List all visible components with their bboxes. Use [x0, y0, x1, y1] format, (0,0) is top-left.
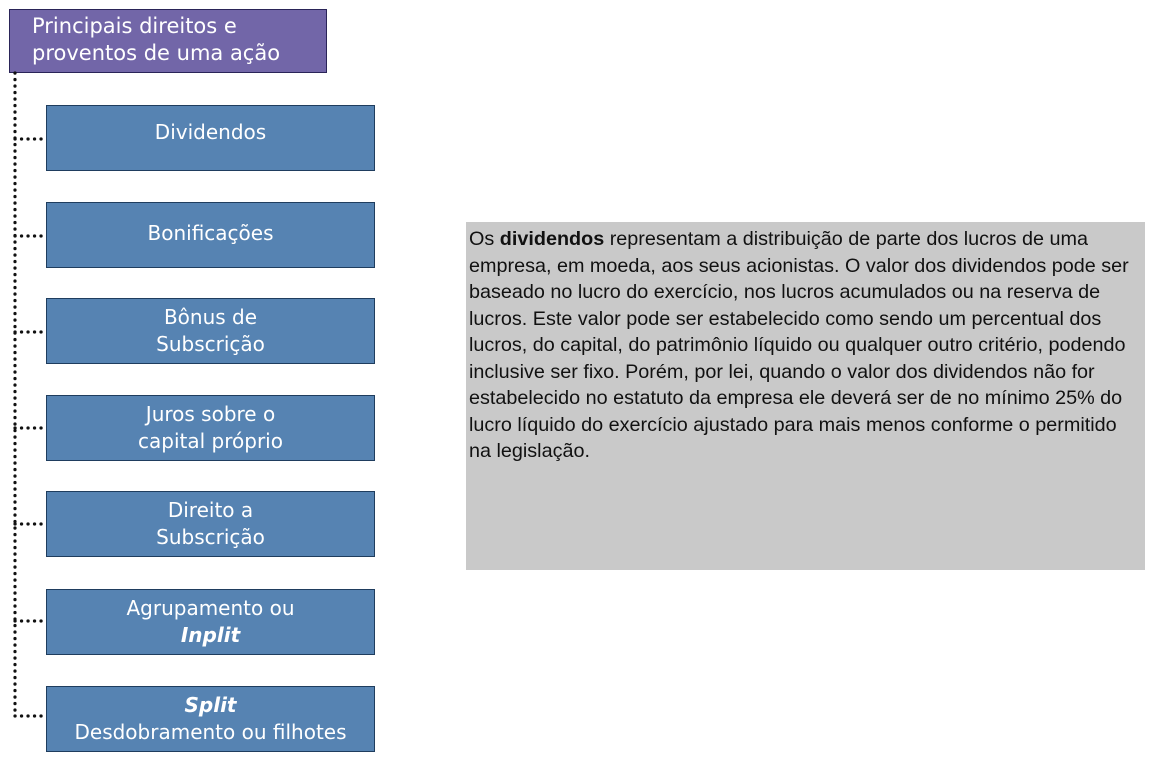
node-label-line2: capital próprio: [138, 429, 283, 453]
node-label-line1: Bônus de: [163, 305, 258, 329]
root-node-line2: proventos de uma ação: [32, 41, 281, 65]
root-node-line1: Principais direitos e: [32, 14, 237, 38]
node-label-line1: Juros sobre o: [145, 402, 276, 426]
description-panel: [466, 222, 1145, 570]
node-bonus-de-subscricao[interactable]: [46, 298, 375, 364]
description-text: representam a distribuição de parte dos lucros de uma empresa, em moeda, aos seus acionistas. O valor dos dividendos pode ser baseado no lucro do exercício, nos lucros acumulados ou na reserva de lucros. Este valor pode ser estabelecido como sendo um percentual dos lucros, do capital, do patrimônio líquido ou qualquer outro critério, podendo inclusive ser fixo. Porém, por lei, quando o valor dos dividendos não for estabelecido no estatuto da empresa ele deverá ser de no mínimo 25% do lucro líquido do exercício ajustado para mais menos conforme o permitido na legislação.: [469, 228, 1129, 462]
node-label-line2: Desdobramento ou filhotes: [74, 720, 347, 744]
description-prefix: Os: [469, 228, 500, 250]
node-label-line1: Agrupamento ou: [126, 596, 295, 620]
node-label: Dividendos: [154, 120, 267, 144]
node-direito-a-subscricao[interactable]: [46, 491, 375, 557]
node-label: Bonificações: [147, 221, 274, 245]
node-juros-sobre-capital-proprio[interactable]: [46, 395, 375, 461]
node-bonificacoes[interactable]: [46, 202, 375, 268]
node-label-line2: Subscrição: [156, 525, 265, 549]
node-dividendos[interactable]: [46, 105, 375, 171]
node-label-line1: Direito a: [167, 498, 254, 522]
node-label-emphasis: Inplit: [180, 623, 241, 647]
node-agrupamento-inplit[interactable]: [46, 589, 375, 655]
node-label-emphasis: Split: [184, 693, 237, 717]
description-keyword: dividendos: [499, 228, 605, 250]
node-label-line2: Subscrição: [156, 332, 265, 356]
node-split-desdobramento[interactable]: [46, 686, 375, 752]
